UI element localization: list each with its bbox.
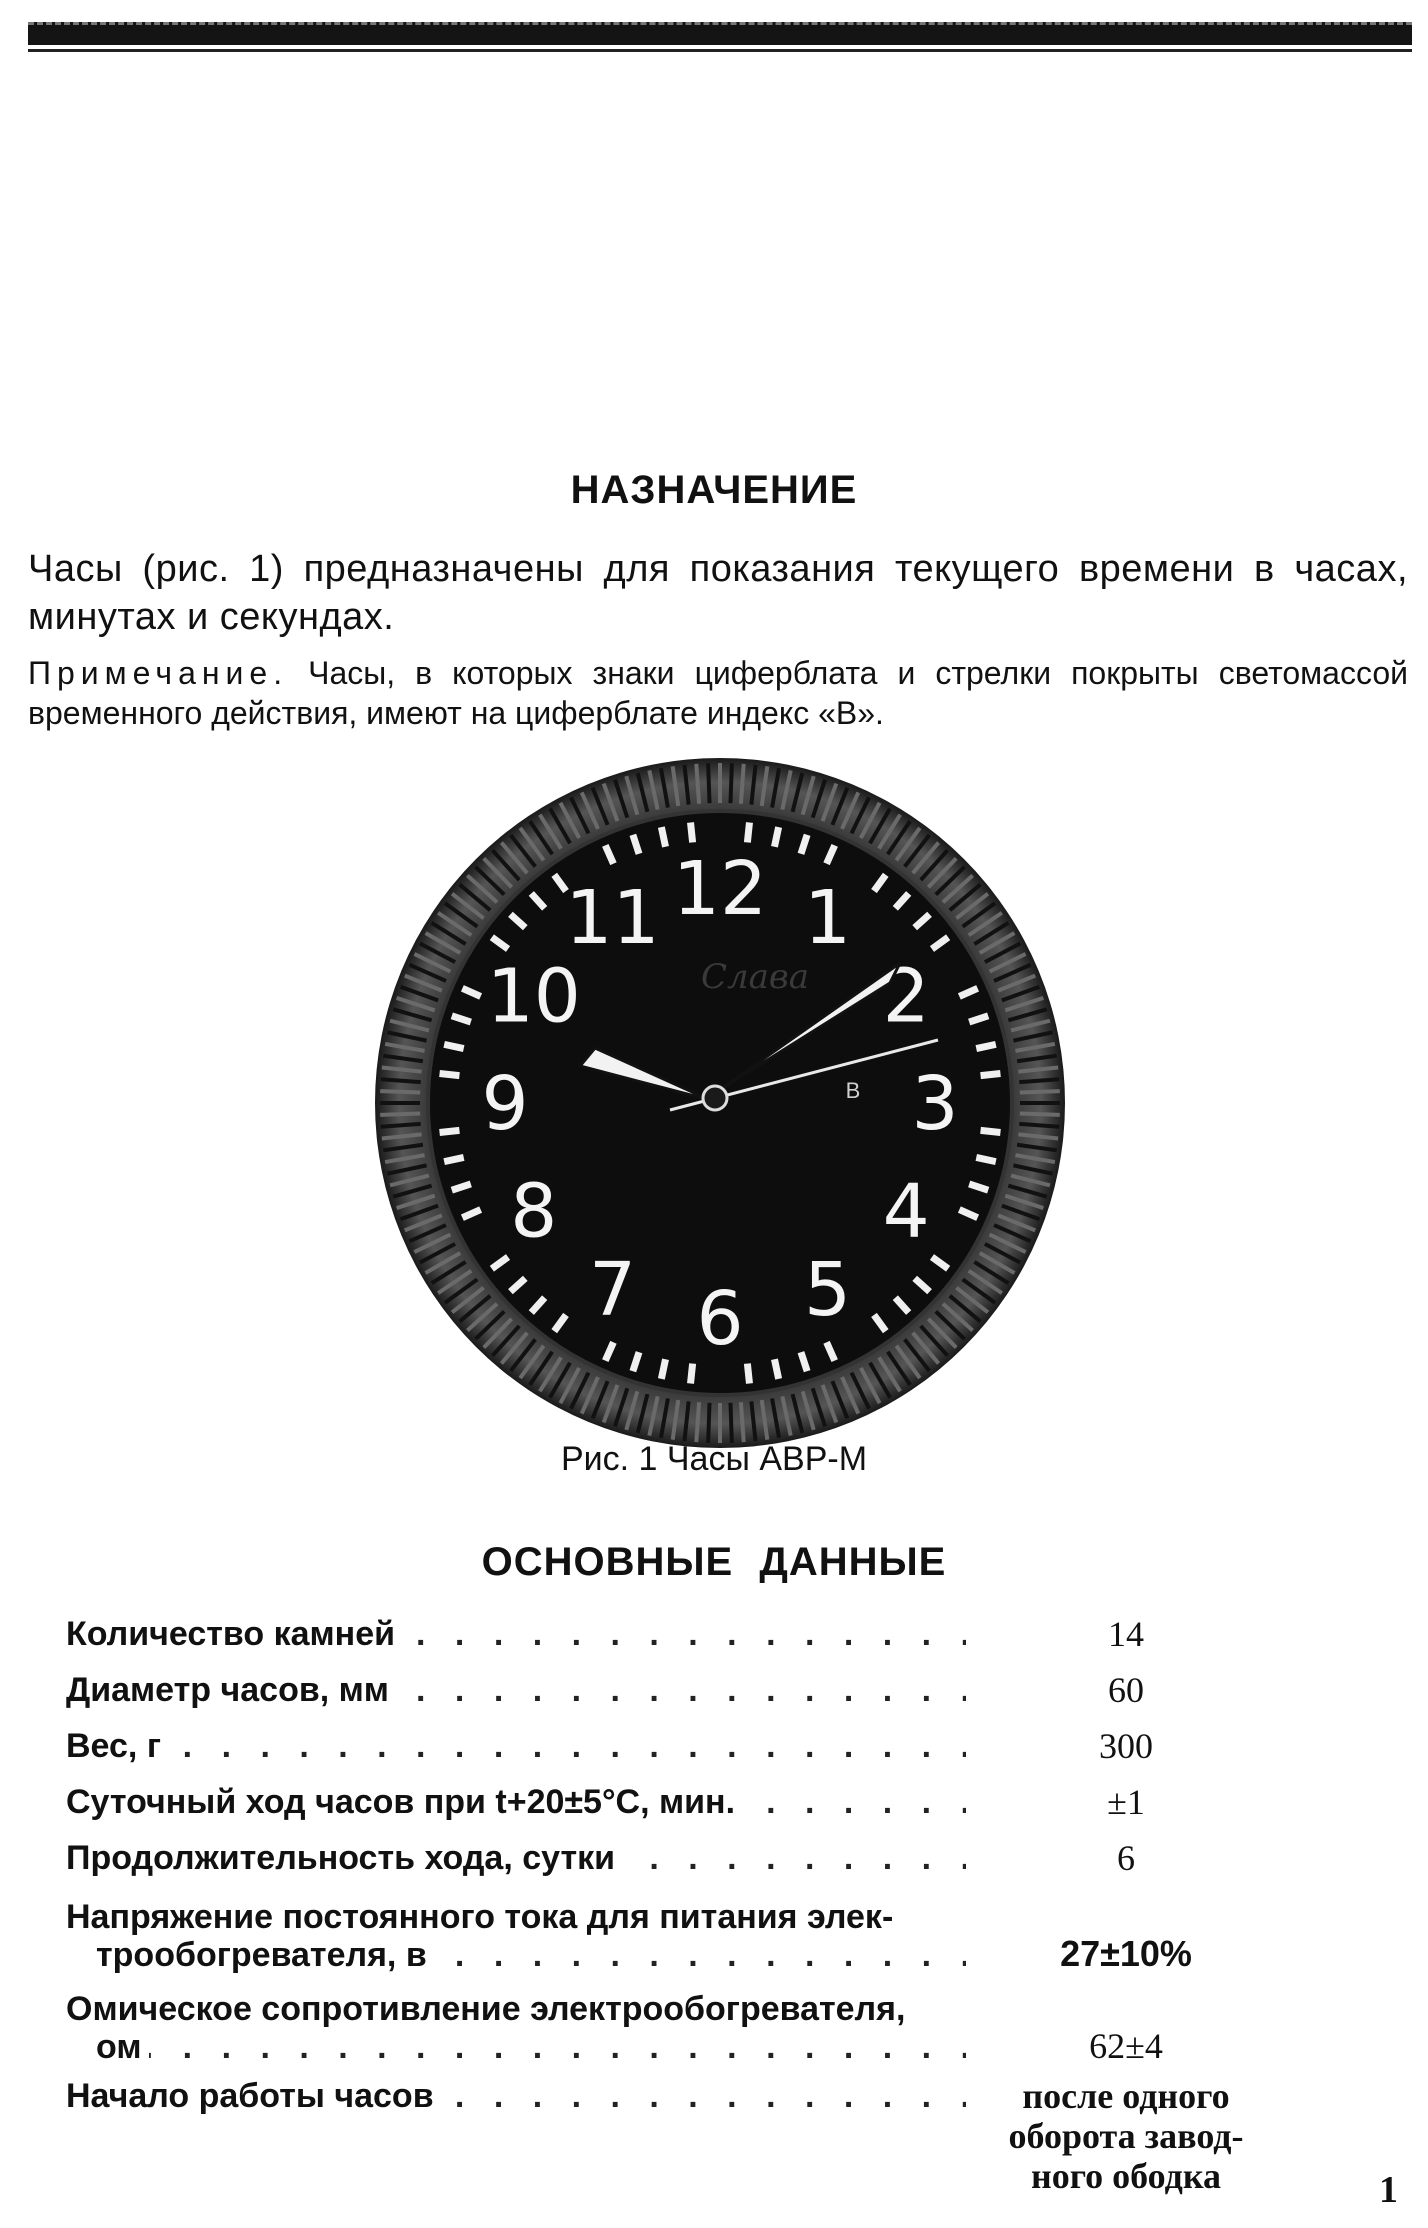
knurl-line bbox=[730, 1403, 731, 1443]
minute-tick bbox=[747, 823, 749, 843]
knurl-line bbox=[741, 764, 744, 804]
minute-tick bbox=[691, 823, 693, 843]
dial-numeral: 10 bbox=[486, 953, 581, 1040]
figure-caption: Рис. 1 Часы АВР-М bbox=[560, 1440, 868, 1478]
clock-figure bbox=[370, 748, 1070, 1448]
minute-tick bbox=[976, 1157, 996, 1161]
spec-value: 27±10% bbox=[1060, 1933, 1192, 1974]
clock-illustration bbox=[370, 748, 1070, 1448]
spec-row-jewels bbox=[66, 1600, 1386, 1654]
knurl-line bbox=[741, 1402, 744, 1442]
page-number: 1 bbox=[1379, 2169, 1398, 2211]
spec-label: Продолжительность хода, сутки bbox=[66, 1839, 623, 1877]
spec-value-line: ного ободка bbox=[1030, 2156, 1222, 2196]
minute-tick bbox=[774, 827, 778, 847]
center-cap bbox=[703, 1086, 727, 1110]
spec-label: Количество камней bbox=[66, 1615, 403, 1653]
note-lead: Примечание. bbox=[28, 655, 289, 691]
minute-tick bbox=[440, 1074, 460, 1076]
knurl-line bbox=[380, 1091, 420, 1092]
spec-label: Суточный ход часов при t+20±5°С, мин. bbox=[66, 1783, 743, 1821]
minute-tick bbox=[981, 1074, 1001, 1076]
spec-value-line: оборота завод- bbox=[1008, 2116, 1244, 2156]
spec-label: Вес, г bbox=[66, 1727, 169, 1765]
spec-row-voltage bbox=[66, 1878, 1386, 1974]
spec-label: Диаметр часов, мм bbox=[66, 1671, 397, 1709]
minute-tick bbox=[661, 1359, 665, 1379]
minute-tick bbox=[976, 1044, 996, 1048]
dial-numeral: 6 bbox=[696, 1276, 744, 1362]
knurl-line bbox=[708, 1403, 709, 1443]
knurl-line bbox=[1019, 1079, 1059, 1082]
specs-table bbox=[66, 1600, 1386, 2196]
spec-value: 62±4 bbox=[1089, 2026, 1163, 2066]
minute-tick bbox=[774, 1359, 778, 1379]
dial-numeral: 3 bbox=[911, 1061, 959, 1147]
spec-row-resistance bbox=[66, 1974, 1386, 2066]
knurl-line bbox=[1020, 1113, 1060, 1114]
note-text: Часы, в которых знаки циферблата и стрелки покрыты светомассой временного действия, имеют на циферблате индекс «В». bbox=[28, 655, 1408, 731]
spec-value: 6 bbox=[1117, 1838, 1135, 1878]
spec-label-line1: Напряжение постоянного тока для питания элек- bbox=[66, 1898, 894, 1936]
minute-tick bbox=[440, 1130, 460, 1132]
spec-value: 60 bbox=[1108, 1670, 1144, 1710]
dial-index-v: В bbox=[845, 1078, 861, 1103]
dial-numeral: 5 bbox=[803, 1247, 852, 1334]
dial-numeral: 11 bbox=[565, 874, 660, 961]
spec-label-line1: Омическое сопротивление электрообогревателя, bbox=[66, 1990, 906, 2028]
spec-label-line2: трообогревателя, в bbox=[66, 1936, 435, 1974]
spec-value-multiline bbox=[966, 2076, 1286, 2196]
minute-tick bbox=[747, 1364, 749, 1384]
knurl-line bbox=[1020, 1091, 1060, 1092]
knurl-line bbox=[381, 1079, 421, 1082]
knurl-line bbox=[381, 1124, 421, 1127]
dial-numeral: 4 bbox=[882, 1168, 930, 1255]
knurl-line bbox=[1019, 1124, 1059, 1127]
spec-row-duration bbox=[66, 1822, 1386, 1878]
spec-row-start bbox=[66, 2076, 1386, 2196]
knurl-line bbox=[708, 763, 709, 803]
spec-value: 300 bbox=[1099, 1726, 1153, 1766]
dial-numeral: 8 bbox=[510, 1168, 558, 1255]
note-paragraph bbox=[28, 653, 1408, 733]
intro-paragraph: Часы (рис. 1) предназначены для показания текущего времени в часах, минутах и секундах. bbox=[28, 548, 1408, 638]
minute-tick bbox=[981, 1130, 1001, 1132]
minute-tick bbox=[691, 1364, 693, 1384]
spec-row-daily-rate bbox=[66, 1766, 1386, 1822]
spec-row-diameter bbox=[66, 1654, 1386, 1710]
dial-numeral: 1 bbox=[803, 874, 852, 961]
knurl-line bbox=[696, 764, 699, 804]
knurl-line bbox=[696, 1402, 699, 1442]
spec-value-line: после одного bbox=[1022, 2076, 1230, 2116]
minute-tick bbox=[444, 1157, 464, 1161]
knurl-line bbox=[380, 1113, 420, 1114]
top-border-rule bbox=[28, 22, 1412, 45]
minute-tick bbox=[661, 827, 665, 847]
section-heading-specs: ОСНОВНЫЕ ДАННЫЕ bbox=[481, 1540, 947, 1584]
spec-label-line2: ом bbox=[66, 2028, 149, 2066]
knurl-line bbox=[730, 763, 731, 803]
dial-numeral: 12 bbox=[672, 846, 768, 932]
dial-logo: Слава bbox=[701, 957, 809, 997]
dial-numeral: 9 bbox=[481, 1061, 529, 1147]
spec-label: Начало работы часов bbox=[66, 2077, 442, 2115]
section-heading-purpose: НАЗНАЧЕНИЕ bbox=[570, 468, 858, 512]
minute-tick bbox=[444, 1044, 464, 1048]
dial-numeral: 2 bbox=[882, 953, 930, 1040]
spec-row-weight bbox=[66, 1710, 1386, 1766]
dial-numeral: 7 bbox=[588, 1247, 637, 1334]
spec-value: 14 bbox=[1108, 1614, 1144, 1654]
spec-value: ±1 bbox=[1107, 1782, 1145, 1822]
